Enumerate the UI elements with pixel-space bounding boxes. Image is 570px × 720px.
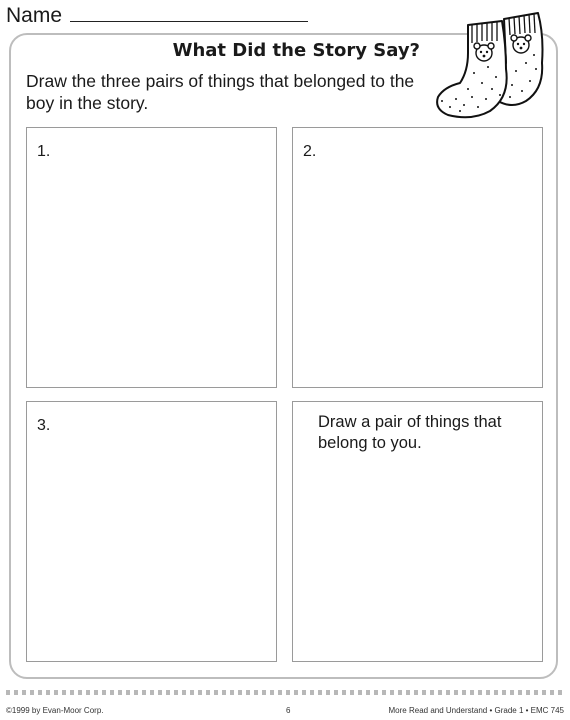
drawing-box-1[interactable] <box>26 127 277 388</box>
footer-divider <box>6 690 564 695</box>
box-number-3: 3. <box>37 417 51 434</box>
series-info: More Read and Understand • Grade 1 • EMC 745 <box>388 706 564 715</box>
own-pair-prompt: Draw a pair of things that belong to you. <box>318 413 502 452</box>
drawing-box-2[interactable] <box>292 127 543 388</box>
name-writing-line[interactable] <box>70 21 308 22</box>
worksheet-title: What Did the Story Say? <box>172 40 420 61</box>
box-number-1: 1. <box>37 143 51 160</box>
drawing-box-own-pair[interactable] <box>292 401 543 662</box>
name-label: Name <box>6 4 63 27</box>
instructions-text: Draw the three pairs of things that belonged to the boy in the story. <box>26 71 415 113</box>
box-number-2: 2. <box>303 143 317 160</box>
socks-icon <box>426 5 551 123</box>
page-number: 6 <box>286 706 291 715</box>
copyright-text: ©1999 by Evan-Moor Corp. <box>6 706 104 715</box>
drawing-box-3[interactable] <box>26 401 277 662</box>
